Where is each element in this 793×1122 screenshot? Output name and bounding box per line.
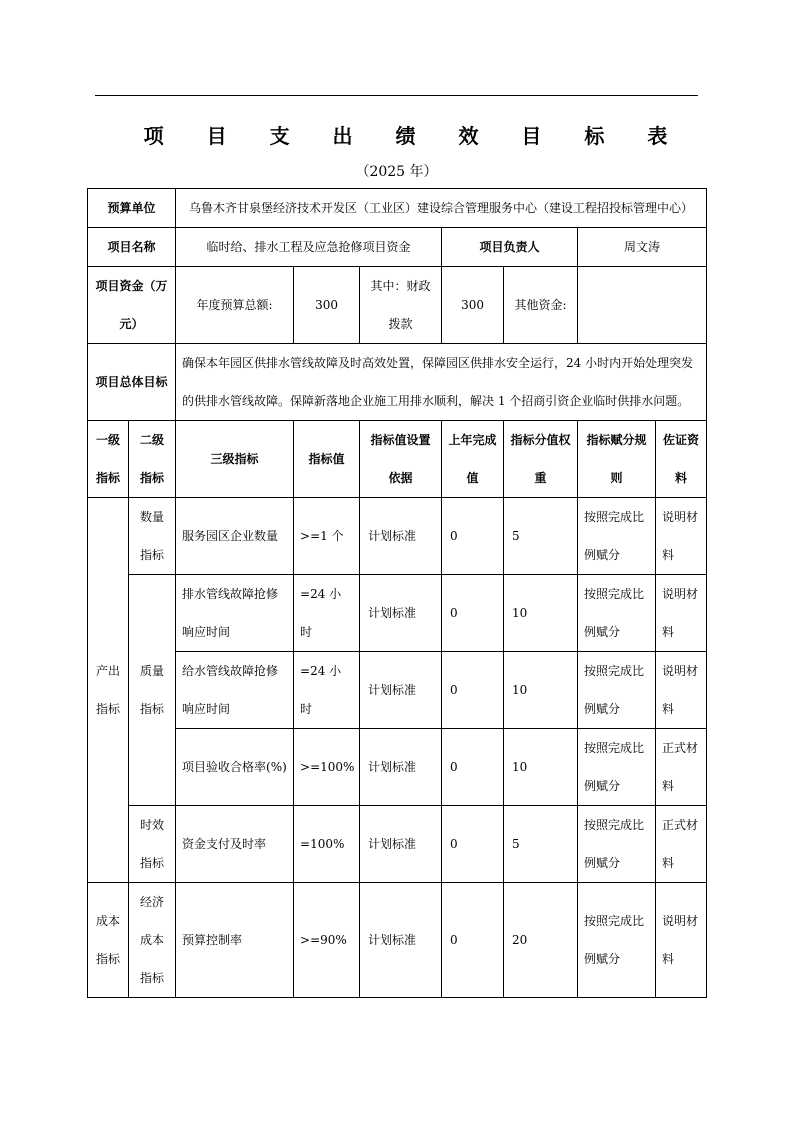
page-title: 项 目 支 出 绩 效 目 标 表 (143, 124, 686, 148)
level1-cost: 成本指标 (88, 883, 129, 998)
level3-cell: 给水管线故障抢修响应时间 (176, 652, 294, 729)
table-row (88, 498, 707, 575)
header-weight: 指标分值权重 (504, 421, 578, 498)
evidence-cell: 说明材料 (656, 652, 707, 729)
value-cell: >=1 个 (294, 498, 360, 575)
fund-label: 项目资金（万元） (88, 267, 176, 344)
basis-cell: 计划标准 (360, 575, 442, 652)
level2-economic-cost: 经济成本指标 (129, 883, 176, 998)
owner-label: 项目负责人 (442, 228, 578, 267)
value-cell: >=100% (294, 729, 360, 806)
level3-cell: 项目验收合格率(%) (176, 729, 294, 806)
table-row (88, 806, 707, 883)
header-level3: 三级指标 (176, 421, 294, 498)
header-level1: 一级指标 (88, 421, 129, 498)
header-row (88, 421, 707, 498)
fund-row (88, 267, 707, 344)
header-value: 指标值 (294, 421, 360, 498)
other-funds-label: 其他资金: (504, 267, 578, 344)
table-row (88, 652, 707, 729)
level3-cell: 预算控制率 (176, 883, 294, 998)
last-year-cell: 0 (442, 575, 504, 652)
rule-cell: 按照完成比例赋分 (578, 806, 656, 883)
header-evidence: 佐证资料 (656, 421, 707, 498)
fiscal-label: 其中：财政拨款 (360, 267, 442, 344)
level3-cell: 排水管线故障抢修响应时间 (176, 575, 294, 652)
weight-cell: 20 (504, 883, 578, 998)
owner-value: 周文涛 (578, 228, 707, 267)
weight-cell: 10 (504, 652, 578, 729)
level2-timeliness: 时效指标 (129, 806, 176, 883)
header-last-year: 上年完成值 (442, 421, 504, 498)
weight-cell: 10 (504, 575, 578, 652)
value-cell: =24 小时 (294, 575, 360, 652)
basis-cell: 计划标准 (360, 806, 442, 883)
goal-label: 项目总体目标 (88, 344, 176, 421)
level2-quantity: 数量指标 (129, 498, 176, 575)
level3-cell: 资金支付及时率 (176, 806, 294, 883)
value-cell: =24 小时 (294, 652, 360, 729)
evidence-cell: 说明材料 (656, 575, 707, 652)
weight-cell: 5 (504, 806, 578, 883)
fiscal-value: 300 (442, 267, 504, 344)
weight-cell: 10 (504, 729, 578, 806)
rule-cell: 按照完成比例赋分 (578, 883, 656, 998)
project-name-value: 临时给、排水工程及应急抢修项目资金 (176, 228, 442, 267)
header-basis: 指标值设置依据 (360, 421, 442, 498)
goal-value: 确保本年园区供排水管线故障及时高效处置，保障园区供排水安全运行，24 小时内开始处理突发的供排水管线故障。保障新落地企业施工用排水顺利，解决 1 个招商引资企业临时供排水问题。 (176, 344, 707, 421)
performance-target-table (87, 188, 707, 998)
header-rule: 指标赋分规则 (578, 421, 656, 498)
last-year-cell: 0 (442, 498, 504, 575)
annual-total-label: 年度预算总额: (176, 267, 294, 344)
table-row (88, 575, 707, 652)
last-year-cell: 0 (442, 729, 504, 806)
basis-cell: 计划标准 (360, 498, 442, 575)
rule-cell: 按照完成比例赋分 (578, 575, 656, 652)
basis-cell: 计划标准 (360, 729, 442, 806)
value-cell: >=90% (294, 883, 360, 998)
value-cell: =100% (294, 806, 360, 883)
table-row (88, 729, 707, 806)
budget-unit-value: 乌鲁木齐甘泉堡经济技术开发区（工业区）建设综合管理服务中心（建设工程招投标管理中心） (176, 189, 707, 228)
weight-cell: 5 (504, 498, 578, 575)
evidence-cell: 说明材料 (656, 498, 707, 575)
project-name-label: 项目名称 (88, 228, 176, 267)
annual-total-value: 300 (294, 267, 360, 344)
last-year-cell: 0 (442, 652, 504, 729)
evidence-cell: 正式材料 (656, 806, 707, 883)
budget-unit-label: 预算单位 (88, 189, 176, 228)
level3-cell: 服务园区企业数量 (176, 498, 294, 575)
last-year-cell: 0 (442, 883, 504, 998)
table-row (88, 883, 707, 998)
evidence-cell: 正式材料 (656, 729, 707, 806)
project-name-row (88, 228, 707, 267)
rule-cell: 按照完成比例赋分 (578, 729, 656, 806)
goal-row (88, 344, 707, 421)
rule-cell: 按照完成比例赋分 (578, 498, 656, 575)
year-subtitle: （2025 年） (355, 164, 438, 180)
evidence-cell: 说明材料 (656, 883, 707, 998)
top-rule (95, 95, 698, 96)
last-year-cell: 0 (442, 806, 504, 883)
basis-cell: 计划标准 (360, 883, 442, 998)
header-level2: 二级指标 (129, 421, 176, 498)
basis-cell: 计划标准 (360, 652, 442, 729)
level2-quality: 质量指标 (129, 575, 176, 806)
rule-cell: 按照完成比例赋分 (578, 652, 656, 729)
budget-unit-row (88, 189, 707, 228)
level1-output: 产出指标 (88, 498, 129, 883)
other-funds-value (578, 267, 707, 344)
